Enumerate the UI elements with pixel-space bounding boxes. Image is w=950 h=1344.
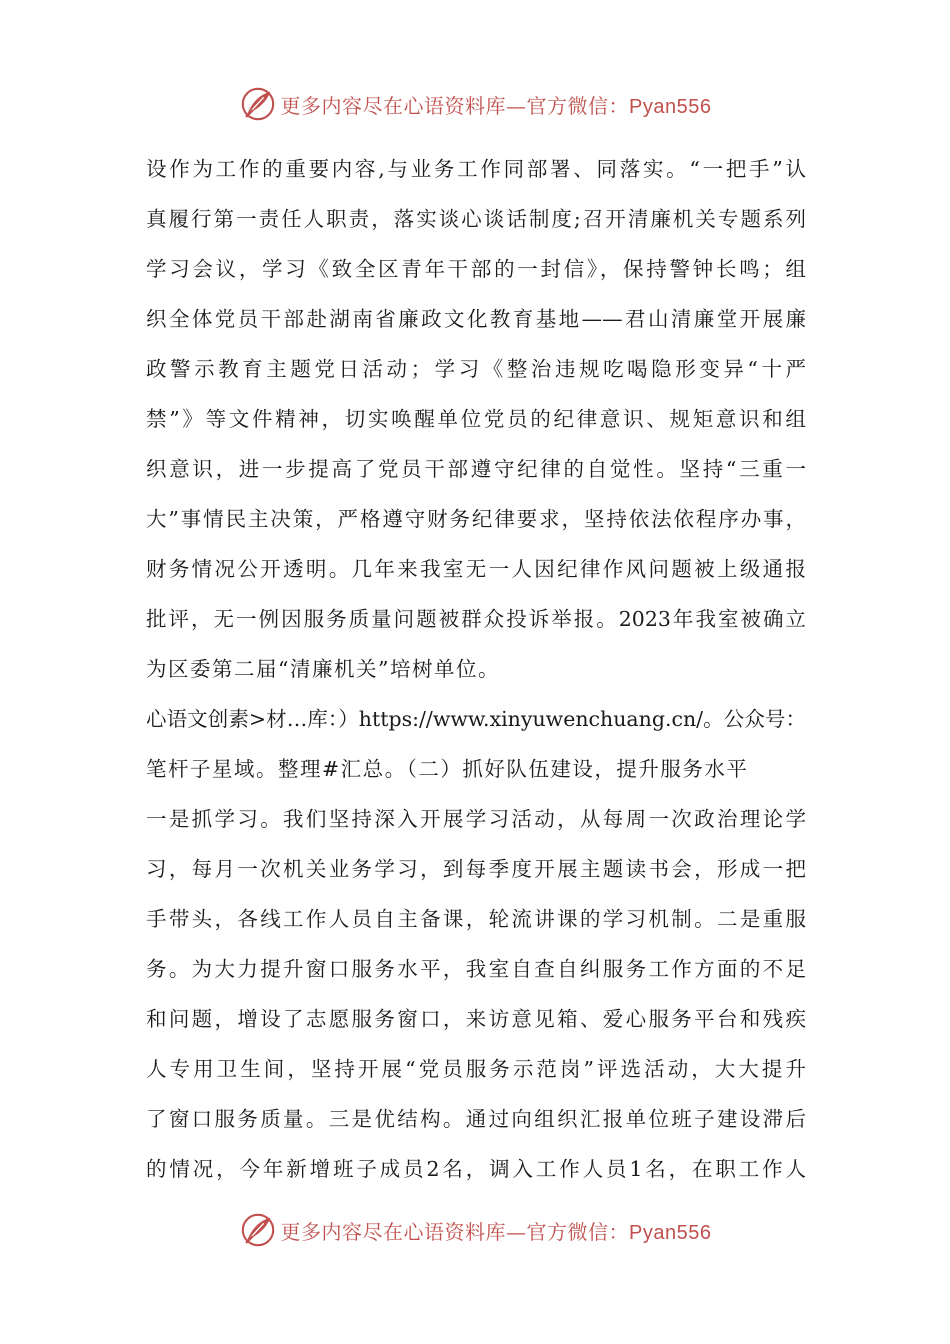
paragraph-line: 为区委第二届“清廉机关”培树单位。 (146, 657, 500, 681)
paragraph-line: 织全体党员干部赴湖南省廉政文化教育基地——君山清廉堂开展廉 (146, 307, 806, 331)
banner-slogan: 更多内容尽在心语资料库—官方微信： (280, 93, 630, 118)
document-body (146, 144, 806, 1194)
paragraph-line: 织意识，进一步提高了党员干部遵守纪律的自觉性。坚持“三重一 (146, 457, 806, 481)
paragraph-line: 习，每月一次机关业务学习，到每季度开展主题读书会，形成一把 (146, 857, 806, 881)
paragraph-line: 手带头，各线工作人员自主备课，轮流讲课的学习机制。二是重服 (146, 907, 806, 931)
paragraph-line: 大”事情民主决策，严格遵守财务纪律要求，坚持依法依程序办事， (146, 507, 806, 531)
paragraph-line: 的情况，今年新增班子成员2名，调入工作人员1名，在职工作人 (146, 1157, 806, 1181)
header-banner (0, 84, 950, 124)
section-heading-line: 笔杆子星域。整理#汇总。（二）抓好队伍建设，提升服务水平 (146, 757, 749, 781)
paragraph-line: 禁”》等文件精神，切实唤醒单位党员的纪律意识、规矩意识和组 (146, 407, 806, 431)
paragraph-line: 了窗口服务质量。三是优结构。通过向组织汇报单位班子建设滞后 (146, 1107, 806, 1131)
paragraph-line: 批评，无一例因服务质量问题被群众投诉举报。2023年我室被确立 (146, 607, 806, 631)
paragraph-line: 一是抓学习。我们坚持深入开展学习活动，从每周一次政治理论学 (146, 807, 806, 831)
footer-banner (0, 1210, 950, 1250)
pen-leaf-logo-icon (239, 85, 277, 123)
banner-text (281, 1216, 712, 1245)
source-note-line: 心语文创素>材…库：）https://www.xinyuwenchuang.cn/。公众号： (146, 707, 806, 731)
paragraph-line: 人专用卫生间，坚持开展“党员服务示范岗”评选活动，大大提升 (146, 1057, 806, 1081)
banner-slogan: 更多内容尽在心语资料库—官方微信： (280, 1219, 630, 1244)
paragraph-line: 务。为大力提升窗口服务水平，我室自查自纠服务工作方面的不足 (146, 957, 806, 981)
paragraph-line: 财务情况公开透明。几年来我室无一人因纪律作风问题被上级通报 (146, 557, 806, 581)
paragraph-line: 政警示教育主题党日活动；学习《整治违规吃喝隐形变异“十严 (146, 357, 806, 381)
banner-wechat-handle: Pyan556 (629, 95, 712, 118)
banner-wechat-handle: Pyan556 (629, 1221, 712, 1244)
paragraph-line: 和问题，增设了志愿服务窗口，来访意见箱、爱心服务平台和残疾 (146, 1007, 806, 1031)
paragraph-line: 设作为工作的重要内容,与业务工作同部署、同落实。“一把手”认 (146, 157, 806, 181)
banner-text (281, 90, 712, 119)
pen-leaf-logo-icon (239, 1211, 277, 1249)
paragraph-line: 真履行第一责任人职责，落实谈心谈话制度;召开清廉机关专题系列 (146, 207, 806, 231)
paragraph-line: 学习会议，学习《致全区青年干部的一封信》，保持警钟长鸣；组 (146, 257, 806, 281)
